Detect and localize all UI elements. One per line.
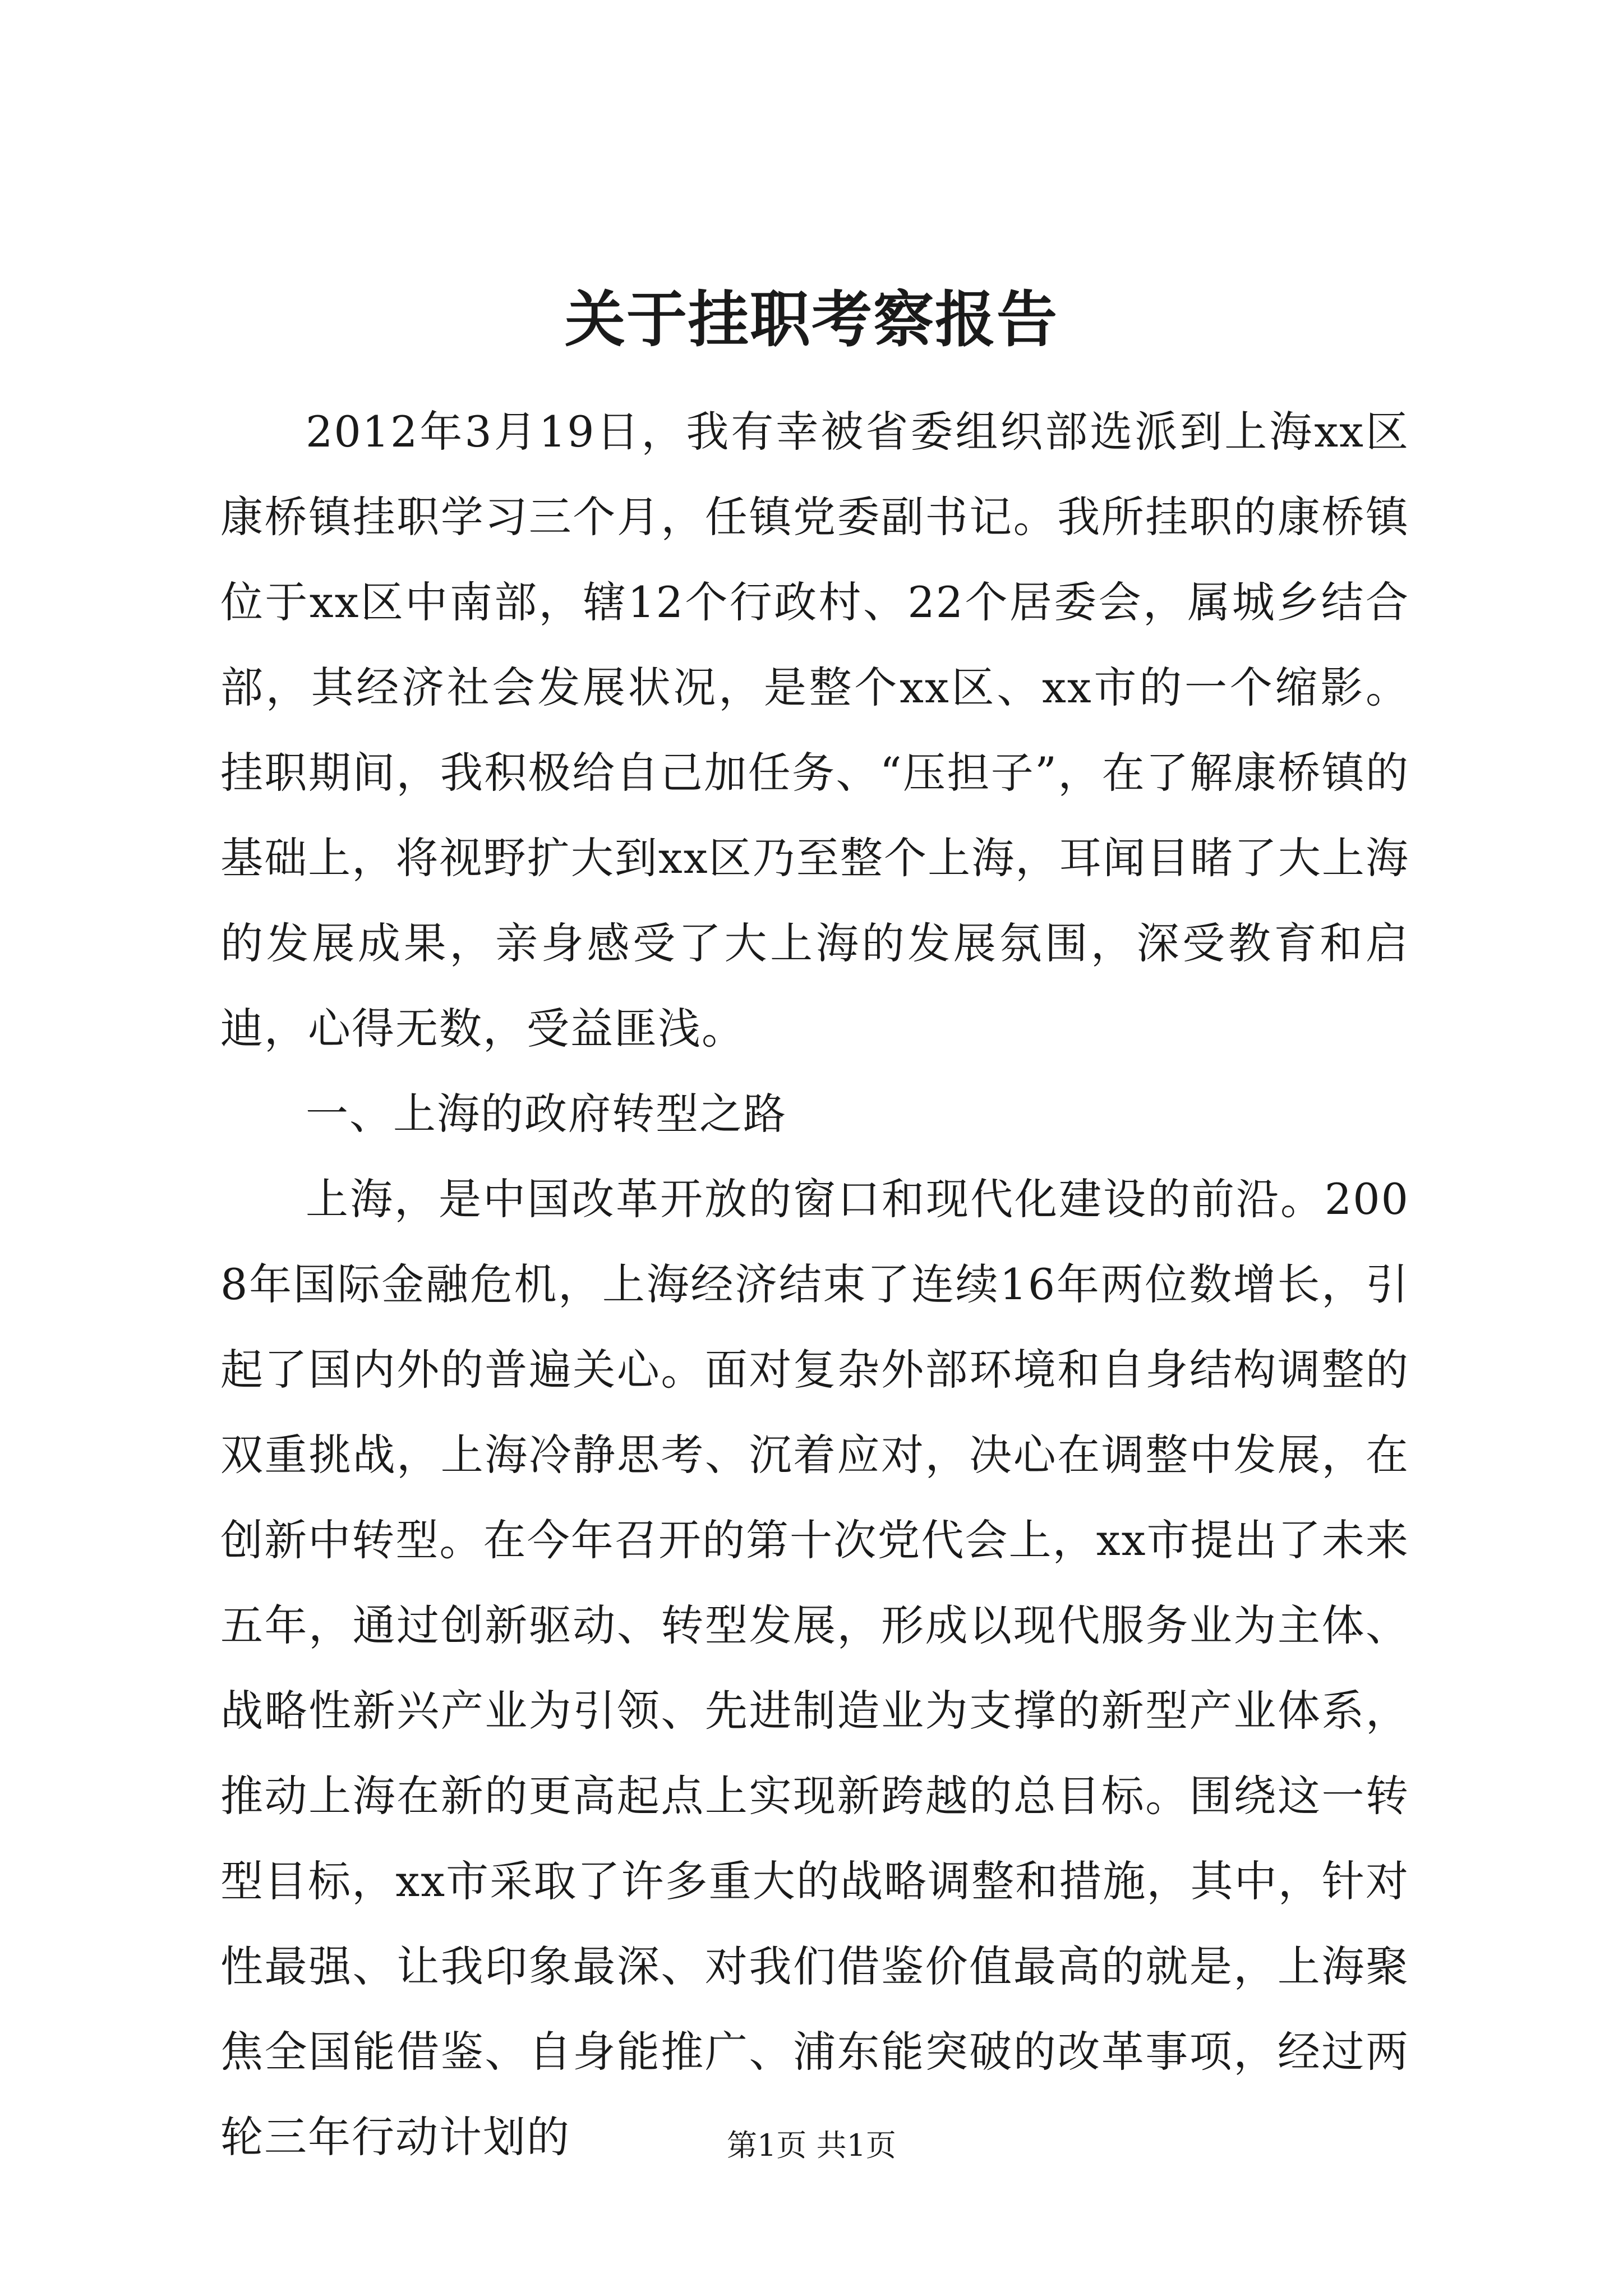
section-heading: 一、上海的政府转型之路 <box>306 1089 787 1139</box>
paragraph-intro: 2012年3月19日，我有幸被省委组织部选派到上海xx区康桥镇挂职学习三个月，任镇党委副书记。我所挂职的康桥镇位于xx区中南部，辖12个行政村、22个居委会，属城乡结合部，其经济社会发展状况，是整个xx区、xx市的一个缩影。挂职期间，我积极给自己加任务、“压担子”，在了解康桥镇的基础上，将视野扩大到xx区乃至整个上海，耳闻目睹了大上海的发展成果，亲身感受了大上海的发展氛围，深受教育和启迪，心得无数，受益匪浅。 <box>220 407 1409 1053</box>
paragraph-section-one: 上海，是中国改革开放的窗口和现代化建设的前沿。2008年国际金融危机，上海经济结束了连续16年两位数增长，引起了国内外的普遍关心。面对复杂外部环境和自身结构调整的双重挑战，上海冷静思考、沉着应对，决心在调整中发展，在创新中转型。在今年召开的第十次党代会上，xx市提出了未来五年，通过创新驱动、转型发展，形成以现代服务业为主体、战略性新兴产业为引领、先进制造业为支撑的新型产业体系，推动上海在新的更高起点上实现新跨越的总目标。围绕这一转型目标，xx市采取了许多重大的战略调整和措施，其中，针对性最强、让我印象最深、对我们借鉴价值最高的就是，上海聚焦全国能借鉴、自身能推广、浦东能突破的改革事项，经过两轮三年行动计划的 <box>220 1174 1409 2162</box>
document-body <box>220 389 1409 2180</box>
document-title: 关于挂职考察报告 <box>564 284 1058 355</box>
page-footer: 第1页 共1页 <box>727 2128 896 2163</box>
